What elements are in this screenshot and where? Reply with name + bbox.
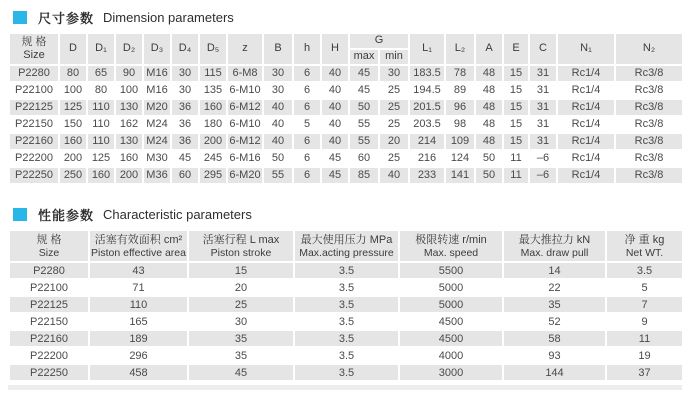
table-row [9, 116, 683, 133]
table-cell: 458 [89, 364, 188, 381]
table-cell: 40 [321, 116, 349, 133]
table-cell: 115 [199, 65, 227, 82]
table-cell: 15 [503, 82, 529, 99]
table-cell: –6 [529, 150, 557, 167]
table-cell: Rc1/4 [557, 167, 615, 184]
table-cell: Rc1/4 [557, 99, 615, 116]
row-size-label: P22160 [9, 330, 89, 347]
column-header [89, 230, 188, 263]
table-cell: 3.5 [294, 347, 399, 364]
table-cell: 40 [321, 133, 349, 150]
table-cell: Rc3/8 [615, 150, 683, 167]
dimension-title-zh: 尺寸参数 [38, 11, 95, 26]
table-cell: 45 [188, 364, 294, 381]
column-header-zh: 活塞有效面积 cm² [94, 233, 183, 246]
characteristic-header-row [9, 230, 683, 263]
row-size-label: P22250 [9, 364, 89, 381]
table-cell: 6-M12 [227, 133, 263, 150]
catalog-page [0, 8, 690, 413]
table-cell: 3.5 [606, 262, 683, 279]
table-cell: 6-M10 [227, 116, 263, 133]
table-cell: Rc3/8 [615, 133, 683, 150]
table-cell: M16 [143, 82, 171, 99]
table-cell: Rc1/4 [557, 150, 615, 167]
table-cell: 3.5 [294, 296, 399, 313]
dimension-table-body [9, 65, 683, 184]
table-cell: 22 [503, 279, 606, 296]
table-cell: 180 [199, 116, 227, 133]
table-cell: 6 [293, 99, 321, 116]
table-cell: 48 [475, 99, 503, 116]
table-cell: 130 [115, 133, 143, 150]
column-header [9, 230, 89, 263]
table-cell: 6-M16 [227, 150, 263, 167]
table-cell: Rc3/8 [615, 167, 683, 184]
table-cell: 9 [606, 313, 683, 330]
table-cell: 14 [503, 262, 606, 279]
table-cell: 160 [59, 133, 87, 150]
col-header-l2: L₂ [445, 33, 475, 65]
table-cell: 250 [59, 167, 87, 184]
column-header-en: Max. speed [423, 246, 479, 259]
table-cell: 4500 [399, 313, 503, 330]
table-cell: 216 [409, 150, 445, 167]
table-cell: 150 [59, 116, 87, 133]
table-cell: 135 [199, 82, 227, 99]
table-row [9, 330, 683, 347]
table-cell: 3.5 [294, 313, 399, 330]
col-header-hcap: H [321, 33, 349, 65]
column-header-en: Max.acting pressure [299, 246, 394, 259]
row-size-label: P2280 [9, 262, 89, 279]
table-cell: 58 [503, 330, 606, 347]
table-cell: 40 [263, 99, 293, 116]
table-cell: M24 [143, 133, 171, 150]
col-header-n2: N₂ [615, 33, 683, 65]
table-cell: 30 [263, 82, 293, 99]
table-cell: 43 [89, 262, 188, 279]
column-header-zh: 规 格 [36, 233, 62, 246]
table-cell: M36 [143, 167, 171, 184]
table-cell: 36 [171, 133, 199, 150]
table-cell: 89 [445, 82, 475, 99]
table-cell: 6 [293, 150, 321, 167]
table-cell: 7 [606, 296, 683, 313]
table-cell: 30 [188, 313, 294, 330]
row-size-label: P22200 [9, 347, 89, 364]
table-row [9, 262, 683, 279]
table-cell: 31 [529, 99, 557, 116]
table-cell: 15 [503, 116, 529, 133]
table-cell: 93 [503, 347, 606, 364]
col-header-g-max: max [349, 49, 379, 65]
col-header-size-zh: 规 格 [21, 35, 47, 48]
table-cell: 100 [115, 82, 143, 99]
row-size-label: P22150 [9, 116, 59, 133]
table-row [9, 99, 683, 116]
table-cell: 100 [59, 82, 87, 99]
table-row [9, 150, 683, 167]
table-cell: 5000 [399, 279, 503, 296]
table-cell: 25 [379, 99, 409, 116]
characteristic-table [8, 229, 684, 383]
column-header-zh: 活塞行程 L max [202, 233, 280, 246]
table-cell: 55 [263, 167, 293, 184]
table-cell: 45 [349, 82, 379, 99]
col-header-h: h [293, 33, 321, 65]
table-cell: 40 [263, 116, 293, 133]
col-header-size-en: Size [23, 48, 45, 61]
table-cell: 6-M8 [227, 65, 263, 82]
col-header-d2: D₂ [115, 33, 143, 65]
table-cell: 37 [606, 364, 683, 381]
table-cell: 31 [529, 116, 557, 133]
row-size-label: P22100 [9, 82, 59, 99]
table-cell: 40 [321, 65, 349, 82]
table-cell: 40 [379, 167, 409, 184]
table-cell: 3.5 [294, 279, 399, 296]
table-cell: 11 [503, 167, 529, 184]
column-header-zh: 最大使用压力 MPa [300, 233, 393, 246]
table-cell: 60 [349, 150, 379, 167]
table-cell: 6-M10 [227, 82, 263, 99]
table-cell: 110 [87, 116, 115, 133]
table-cell: 125 [59, 99, 87, 116]
table-cell: M20 [143, 99, 171, 116]
table-cell: 165 [89, 313, 188, 330]
table-cell: 144 [503, 364, 606, 381]
table-cell: 50 [475, 167, 503, 184]
table-cell: 30 [379, 65, 409, 82]
table-cell: 50 [263, 150, 293, 167]
table-cell: 48 [475, 116, 503, 133]
row-size-label: P2280 [9, 65, 59, 82]
col-header-c: C [529, 33, 557, 65]
table-cell: 31 [529, 82, 557, 99]
table-cell: 50 [349, 99, 379, 116]
partial-row-strip [8, 385, 682, 390]
table-cell: 45 [171, 150, 199, 167]
table-cell: 30 [171, 82, 199, 99]
table-cell: 15 [188, 262, 294, 279]
table-cell: 214 [409, 133, 445, 150]
column-header-en: Piston effective area [91, 246, 186, 259]
table-cell: 55 [349, 116, 379, 133]
table-cell: 160 [115, 150, 143, 167]
table-cell: 160 [87, 167, 115, 184]
table-cell: 36 [171, 99, 199, 116]
table-cell: 31 [529, 133, 557, 150]
table-cell: 130 [115, 99, 143, 116]
col-header-b: B [263, 33, 293, 65]
table-cell: 19 [606, 347, 683, 364]
table-row [9, 167, 683, 184]
table-cell: 194.5 [409, 82, 445, 99]
table-row [9, 65, 683, 82]
table-cell: 3000 [399, 364, 503, 381]
col-header-z: z [227, 33, 263, 65]
table-cell: 3.5 [294, 364, 399, 381]
column-header-en: Piston stroke [210, 246, 272, 259]
table-cell: 71 [89, 279, 188, 296]
table-cell: 183.5 [409, 65, 445, 82]
table-cell: 90 [115, 65, 143, 82]
table-cell: 5000 [399, 296, 503, 313]
table-cell: 35 [188, 347, 294, 364]
col-header-d4: D₄ [171, 33, 199, 65]
section-bullet-icon [13, 208, 27, 221]
col-header-a: A [475, 33, 503, 65]
table-cell: 80 [87, 82, 115, 99]
table-row [9, 364, 683, 381]
table-cell: 5500 [399, 262, 503, 279]
column-header [294, 230, 399, 263]
table-cell: 20 [188, 279, 294, 296]
characteristic-section-title [13, 205, 690, 224]
column-header [503, 230, 606, 263]
table-cell: 200 [199, 133, 227, 150]
row-size-label: P22200 [9, 150, 59, 167]
table-row [9, 347, 683, 364]
table-cell: M16 [143, 65, 171, 82]
col-header-d: D [59, 33, 87, 65]
table-cell: 45 [321, 167, 349, 184]
table-cell: 110 [87, 133, 115, 150]
col-header-n1: N₁ [557, 33, 615, 65]
table-cell: 25 [379, 82, 409, 99]
table-cell: 125 [87, 150, 115, 167]
table-row [9, 133, 683, 150]
col-header-d5: D₅ [199, 33, 227, 65]
column-header-en: Max. draw pull [520, 246, 589, 259]
table-cell: 5 [606, 279, 683, 296]
table-cell: 30 [171, 65, 199, 82]
table-cell: 124 [445, 150, 475, 167]
table-cell: 60 [171, 167, 199, 184]
table-cell: 40 [321, 99, 349, 116]
dimension-table [8, 32, 684, 185]
table-cell: 36 [171, 116, 199, 133]
table-cell: 110 [89, 296, 188, 313]
characteristic-table-body [9, 262, 683, 381]
dimension-title-en: Dimension parameters [103, 10, 234, 25]
characteristic-title-en: Characteristic parameters [103, 206, 252, 222]
table-cell: 25 [188, 296, 294, 313]
table-cell: 6-M12 [227, 99, 263, 116]
col-header-size [9, 33, 59, 65]
table-cell: 6 [293, 133, 321, 150]
col-header-g: G [349, 33, 409, 49]
column-header-zh: 极限转速 r/min [415, 233, 487, 246]
table-cell: 50 [475, 150, 503, 167]
table-cell: 40 [263, 133, 293, 150]
col-header-g-min: min [379, 49, 409, 65]
table-cell: 11 [503, 150, 529, 167]
table-row [9, 279, 683, 296]
table-cell: 3.5 [294, 262, 399, 279]
column-header [606, 230, 683, 263]
table-cell: 4000 [399, 347, 503, 364]
table-row [9, 82, 683, 99]
table-cell: 35 [503, 296, 606, 313]
table-cell: 189 [89, 330, 188, 347]
table-cell: –6 [529, 167, 557, 184]
table-cell: Rc1/4 [557, 133, 615, 150]
table-cell: 245 [199, 150, 227, 167]
table-cell: 15 [503, 99, 529, 116]
table-cell: 6-M20 [227, 167, 263, 184]
row-size-label: P22150 [9, 313, 89, 330]
column-header-zh: 最大推拉力 kN [518, 233, 591, 246]
column-header [399, 230, 503, 263]
table-cell: 4500 [399, 330, 503, 347]
table-cell: 5 [293, 116, 321, 133]
col-header-d1: D₁ [87, 33, 115, 65]
row-size-label: P22125 [9, 296, 89, 313]
table-cell: 6 [293, 82, 321, 99]
table-cell: 203.5 [409, 116, 445, 133]
table-cell: Rc1/4 [557, 82, 615, 99]
column-header [188, 230, 294, 263]
table-cell: 48 [475, 65, 503, 82]
table-cell: 160 [199, 99, 227, 116]
column-header-zh: 净 重 kg [624, 233, 665, 246]
column-header-en: Size [38, 246, 60, 259]
row-size-label: P22125 [9, 99, 59, 116]
table-cell: 65 [87, 65, 115, 82]
table-cell: 55 [349, 133, 379, 150]
table-cell: 31 [529, 65, 557, 82]
characteristic-title-zh: 性能参数 [38, 207, 95, 223]
table-cell: 200 [115, 167, 143, 184]
table-cell: 11 [606, 330, 683, 347]
table-cell: 3.5 [294, 330, 399, 347]
table-row [9, 296, 683, 313]
table-cell: 96 [445, 99, 475, 116]
table-cell: 201.5 [409, 99, 445, 116]
table-cell: 40 [321, 82, 349, 99]
table-cell: 25 [379, 150, 409, 167]
table-cell: 233 [409, 167, 445, 184]
table-cell: 295 [199, 167, 227, 184]
row-size-label: P22160 [9, 133, 59, 150]
table-cell: 6 [293, 65, 321, 82]
dimension-header-row-1 [9, 33, 683, 49]
table-cell: Rc3/8 [615, 116, 683, 133]
table-cell: Rc1/4 [557, 65, 615, 82]
col-header-d3: D₃ [143, 33, 171, 65]
table-cell: Rc3/8 [615, 99, 683, 116]
table-cell: 30 [263, 65, 293, 82]
table-cell: 141 [445, 167, 475, 184]
table-cell: 15 [503, 133, 529, 150]
table-cell: 98 [445, 116, 475, 133]
table-cell: 35 [188, 330, 294, 347]
row-size-label: P22100 [9, 279, 89, 296]
table-cell: M24 [143, 116, 171, 133]
table-cell: 45 [349, 65, 379, 82]
table-row [9, 313, 683, 330]
col-header-l1: L₁ [409, 33, 445, 65]
table-cell: 15 [503, 65, 529, 82]
column-header-en: Net WT. [625, 246, 664, 259]
dimension-section-title [13, 8, 690, 27]
table-cell: Rc1/4 [557, 116, 615, 133]
table-cell: Rc3/8 [615, 82, 683, 99]
table-cell: 45 [321, 150, 349, 167]
table-cell: 110 [87, 99, 115, 116]
table-cell: 162 [115, 116, 143, 133]
table-cell: 20 [379, 133, 409, 150]
table-cell: 52 [503, 313, 606, 330]
section-bullet-icon [13, 11, 27, 24]
table-cell: Rc3/8 [615, 65, 683, 82]
col-header-e: E [503, 33, 529, 65]
table-cell: 25 [379, 116, 409, 133]
table-cell: 109 [445, 133, 475, 150]
table-cell: 296 [89, 347, 188, 364]
table-cell: 80 [59, 65, 87, 82]
table-cell: 48 [475, 133, 503, 150]
row-size-label: P22250 [9, 167, 59, 184]
table-cell: 200 [59, 150, 87, 167]
table-cell: M30 [143, 150, 171, 167]
table-cell: 6 [293, 167, 321, 184]
table-cell: 48 [475, 82, 503, 99]
table-cell: 85 [349, 167, 379, 184]
table-cell: 78 [445, 65, 475, 82]
